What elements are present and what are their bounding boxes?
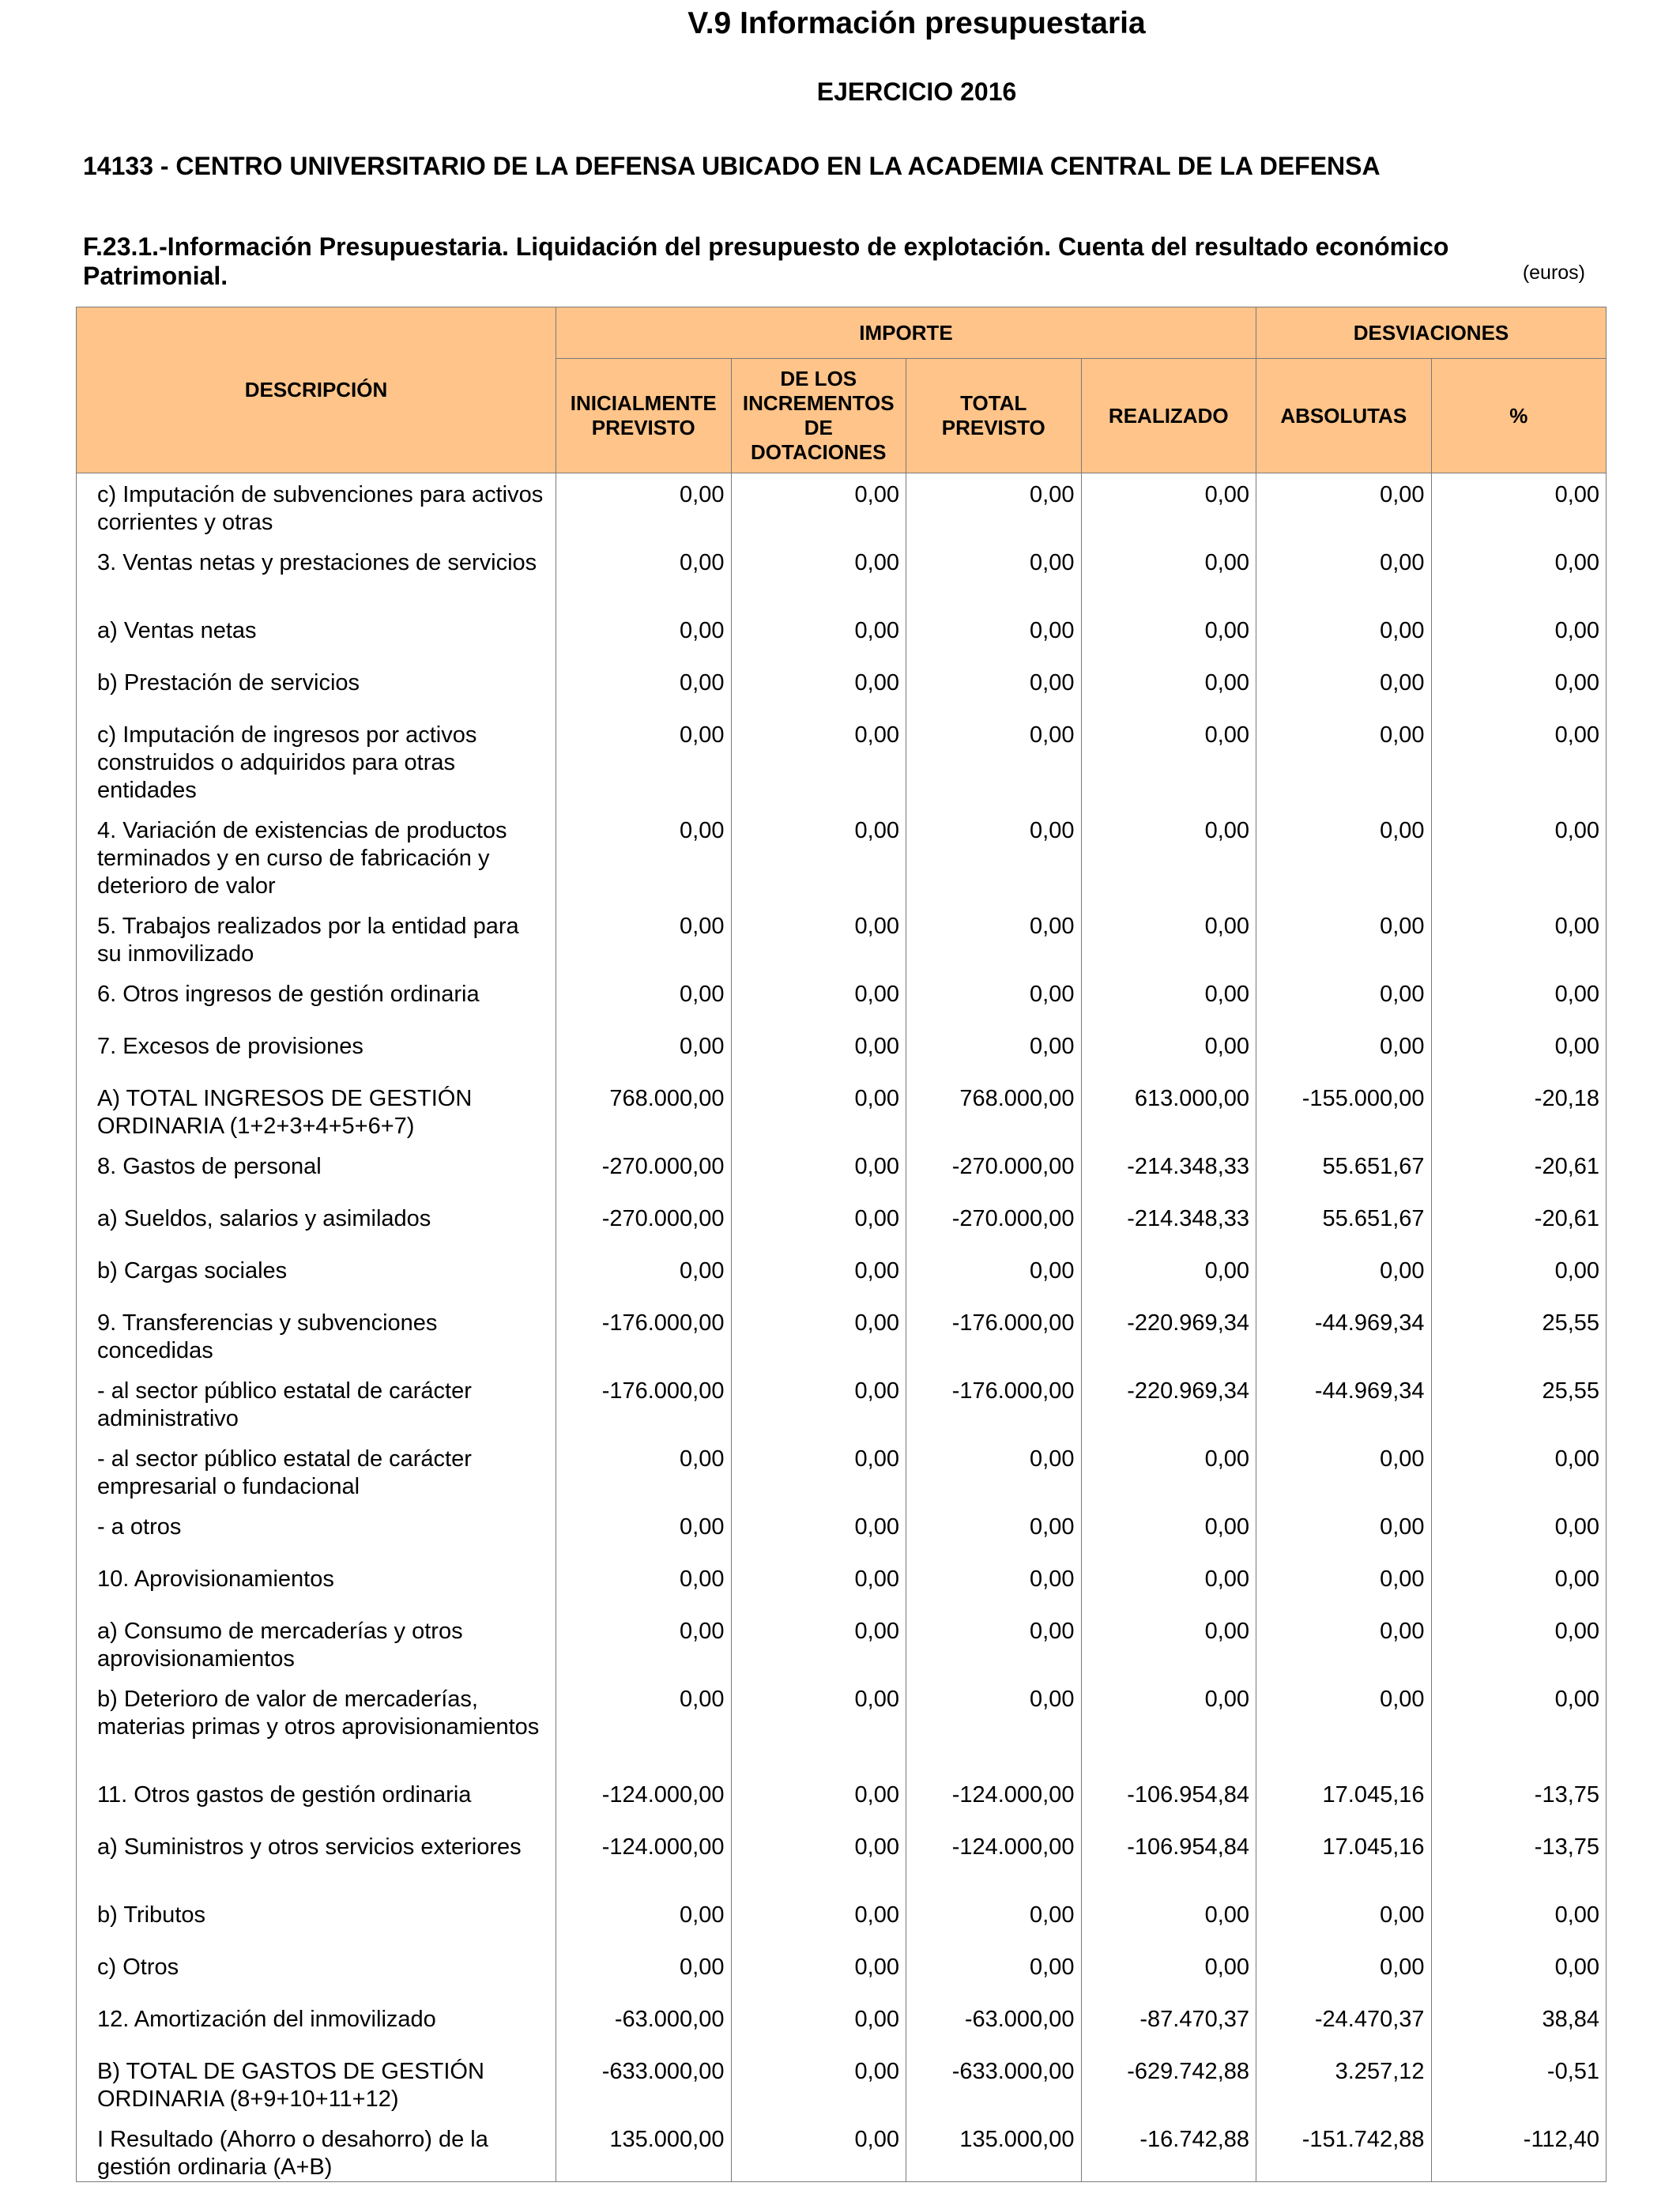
table-row	[77, 1025, 1607, 1077]
table-row	[77, 1678, 1607, 1774]
header-realizado: REALIZADO	[1081, 359, 1256, 473]
table-row	[77, 1302, 1607, 1370]
table-row	[77, 1946, 1607, 1998]
header-incrementos-dotaciones: DE LOS INCREMENTOS DE DOTACIONES	[731, 359, 906, 473]
row-value: -87.470,37	[1081, 1998, 1256, 2050]
row-value: 0,00	[906, 1558, 1082, 1610]
row-value: 0,00	[1081, 1438, 1256, 1506]
row-value: 0,00	[731, 541, 906, 609]
row-description: a) Suministros y otros servicios exteriores	[77, 1826, 556, 1894]
row-value: 0,00	[1256, 1250, 1432, 1302]
row-description: a) Sueldos, salarios y asimilados	[77, 1197, 556, 1250]
row-value: -220.969,34	[1081, 1370, 1256, 1438]
row-value: 0,00	[556, 973, 732, 1025]
row-value: 0,00	[1431, 1894, 1607, 1946]
row-value: 0,00	[731, 2050, 906, 2118]
row-description: - al sector público estatal de carácter administrativo	[77, 1370, 556, 1438]
table-row	[77, 1370, 1607, 1438]
row-value: 0,00	[1081, 1894, 1256, 1946]
row-value: 0,00	[1431, 1946, 1607, 1998]
row-value: 0,00	[731, 473, 906, 541]
row-value: 613.000,00	[1081, 1077, 1256, 1145]
table-row	[77, 1250, 1607, 1302]
row-value: 0,00	[906, 1025, 1082, 1077]
row-value: 0,00	[1256, 973, 1432, 1025]
row-value: 0,00	[1431, 1610, 1607, 1678]
row-value: 0,00	[906, 1678, 1082, 1774]
row-value: 0,00	[556, 1678, 732, 1774]
table-row	[77, 905, 1607, 973]
row-value: -112,40	[1431, 2118, 1607, 2182]
table-row	[77, 1894, 1607, 1946]
row-value: 0,00	[1431, 1438, 1607, 1506]
row-value: 0,00	[1431, 905, 1607, 973]
row-value: 55.651,67	[1256, 1197, 1432, 1250]
table-row	[77, 1610, 1607, 1678]
row-description: 11. Otros gastos de gestión ordinaria	[77, 1774, 556, 1826]
table-row	[77, 1826, 1607, 1894]
header-importe: IMPORTE	[556, 307, 1256, 359]
row-description: c) Imputación de subvenciones para activos corrientes y otras	[77, 473, 556, 541]
row-value: 0,00	[731, 1998, 906, 2050]
row-value: 0,00	[1256, 1025, 1432, 1077]
table-row	[77, 2050, 1607, 2118]
row-value: -44.969,34	[1256, 1370, 1432, 1438]
row-value: 0,00	[1431, 541, 1607, 609]
row-value: 0,00	[731, 1145, 906, 1197]
row-value: 0,00	[731, 662, 906, 714]
row-value: -214.348,33	[1081, 1145, 1256, 1197]
row-value: -20,61	[1431, 1197, 1607, 1250]
table-row	[77, 973, 1607, 1025]
row-value: 0,00	[556, 609, 732, 662]
row-value: -63.000,00	[906, 1998, 1082, 2050]
row-value: 0,00	[1081, 541, 1256, 609]
row-value: 0,00	[556, 1250, 732, 1302]
row-value: 0,00	[1431, 1025, 1607, 1077]
row-value: -629.742,88	[1081, 2050, 1256, 2118]
row-value: 0,00	[906, 1894, 1082, 1946]
row-value: 0,00	[1081, 973, 1256, 1025]
row-value: -124.000,00	[556, 1826, 732, 1894]
row-value: -124.000,00	[556, 1774, 732, 1826]
row-value: 0,00	[556, 1025, 732, 1077]
row-value: 0,00	[731, 1250, 906, 1302]
row-value: 0,00	[1256, 609, 1432, 662]
table-row	[77, 1506, 1607, 1558]
row-value: 0,00	[1431, 1250, 1607, 1302]
row-value: 0,00	[556, 1946, 732, 1998]
table-row	[77, 473, 1607, 541]
table-row	[77, 714, 1607, 809]
row-value: -220.969,34	[1081, 1302, 1256, 1370]
row-value: 0,00	[731, 1678, 906, 1774]
row-description: c) Imputación de ingresos por activos construidos o adquiridos para otras entidades	[77, 714, 556, 809]
row-value: 0,00	[1256, 1558, 1432, 1610]
row-value: -16.742,88	[1081, 2118, 1256, 2182]
row-value: 0,00	[1431, 973, 1607, 1025]
row-value: 0,00	[1081, 1506, 1256, 1558]
row-value: 135.000,00	[906, 2118, 1082, 2182]
row-value: 0,00	[1256, 1894, 1432, 1946]
row-description: 7. Excesos de provisiones	[77, 1025, 556, 1077]
row-description: c) Otros	[77, 1946, 556, 1998]
entity-name: 14133 - CENTRO UNIVERSITARIO DE LA DEFENSA UBICADO EN LA ACADEMIA CENTRAL DE LA DEFENSA	[83, 152, 1381, 180]
row-description: 8. Gastos de personal	[77, 1145, 556, 1197]
row-value: 0,00	[731, 1025, 906, 1077]
row-value: -176.000,00	[906, 1302, 1082, 1370]
row-description: 3. Ventas netas y prestaciones de servicios	[77, 541, 556, 609]
row-value: -0,51	[1431, 2050, 1607, 2118]
row-value: 0,00	[731, 1558, 906, 1610]
row-description: B) TOTAL DE GASTOS DE GESTIÓN ORDINARIA (8+9+10+11+12)	[77, 2050, 556, 2118]
row-value: 3.257,12	[1256, 2050, 1432, 2118]
row-value: -151.742,88	[1256, 2118, 1432, 2182]
row-value: 0,00	[906, 714, 1082, 809]
row-description: 6. Otros ingresos de gestión ordinaria	[77, 973, 556, 1025]
row-value: 0,00	[1256, 473, 1432, 541]
row-value: -633.000,00	[556, 2050, 732, 2118]
row-value: 0,00	[556, 714, 732, 809]
row-value: 0,00	[1081, 1610, 1256, 1678]
header-inicialmente-previsto: INICIALMENTE PREVISTO	[556, 359, 732, 473]
row-value: 0,00	[556, 1506, 732, 1558]
row-value: 0,00	[906, 609, 1082, 662]
row-value: 0,00	[1431, 714, 1607, 809]
row-value: 0,00	[1256, 1610, 1432, 1678]
row-value: 0,00	[1431, 809, 1607, 905]
row-value: -44.969,34	[1256, 1302, 1432, 1370]
row-value: 25,55	[1431, 1370, 1607, 1438]
row-value: 0,00	[731, 1438, 906, 1506]
row-value: -270.000,00	[906, 1197, 1082, 1250]
row-value: 55.651,67	[1256, 1145, 1432, 1197]
row-value: 0,00	[906, 1610, 1082, 1678]
row-value: 0,00	[1256, 541, 1432, 609]
row-value: 0,00	[1431, 473, 1607, 541]
row-value: 25,55	[1431, 1302, 1607, 1370]
row-value: -124.000,00	[906, 1826, 1082, 1894]
header-total-previsto: TOTAL PREVISTO	[906, 359, 1082, 473]
row-description: 4. Variación de existencias de productos terminados y en curso de fabricación y deterioro de valor	[77, 809, 556, 905]
row-value: 0,00	[556, 662, 732, 714]
row-description: b) Prestación de servicios	[77, 662, 556, 714]
row-value: -24.470,37	[1256, 1998, 1432, 2050]
row-value: 0,00	[1431, 1558, 1607, 1610]
budget-table	[76, 307, 1607, 2182]
row-value: 0,00	[731, 973, 906, 1025]
row-value: 768.000,00	[556, 1077, 732, 1145]
row-value: 0,00	[1256, 1946, 1432, 1998]
row-value: 17.045,16	[1256, 1826, 1432, 1894]
table-row	[77, 541, 1607, 609]
row-value: 0,00	[1431, 609, 1607, 662]
row-value: 0,00	[1081, 809, 1256, 905]
row-value: 0,00	[1081, 714, 1256, 809]
row-value: 0,00	[1256, 1678, 1432, 1774]
row-value: -176.000,00	[556, 1370, 732, 1438]
row-value: -176.000,00	[556, 1302, 732, 1370]
table-row	[77, 662, 1607, 714]
row-value: 0,00	[731, 1826, 906, 1894]
row-value: 0,00	[731, 1894, 906, 1946]
row-value: 0,00	[1256, 1506, 1432, 1558]
row-value: 0,00	[556, 1610, 732, 1678]
units-label: (euros)	[1522, 262, 1585, 284]
header-desviaciones: DESVIACIONES	[1256, 307, 1607, 359]
table-row	[77, 1197, 1607, 1250]
row-value: 0,00	[906, 1946, 1082, 1998]
row-value: 0,00	[731, 1506, 906, 1558]
row-value: 0,00	[906, 662, 1082, 714]
row-description: A) TOTAL INGRESOS DE GESTIÓN ORDINARIA (1+2+3+4+5+6+7)	[77, 1077, 556, 1145]
row-description: I Resultado (Ahorro o desahorro) de la gestión ordinaria (A+B)	[77, 2118, 556, 2182]
row-value: 0,00	[731, 714, 906, 809]
row-description: 12. Amortización del inmovilizado	[77, 1998, 556, 2050]
row-description: b) Tributos	[77, 1894, 556, 1946]
row-value: -270.000,00	[556, 1145, 732, 1197]
row-value: 768.000,00	[906, 1077, 1082, 1145]
row-value: 0,00	[906, 1250, 1082, 1302]
table-row	[77, 809, 1607, 905]
row-description: 9. Transferencias y subvenciones concedidas	[77, 1302, 556, 1370]
row-value: 0,00	[1256, 905, 1432, 973]
row-value: 17.045,16	[1256, 1774, 1432, 1826]
table-row	[77, 2118, 1607, 2182]
report-title: F.23.1.-Información Presupuestaria. Liquidación del presupuesto de explotación. Cuenta del resultado económico Patrimonial.	[83, 232, 1449, 290]
row-value: 0,00	[906, 905, 1082, 973]
row-value: 0,00	[906, 473, 1082, 541]
row-value: -13,75	[1431, 1826, 1607, 1894]
row-value: -214.348,33	[1081, 1197, 1256, 1250]
row-value: 0,00	[1431, 662, 1607, 714]
row-description: 10. Aprovisionamientos	[77, 1558, 556, 1610]
row-value: 0,00	[1081, 1025, 1256, 1077]
table-row	[77, 1558, 1607, 1610]
row-value: 0,00	[556, 809, 732, 905]
row-value: 0,00	[1256, 714, 1432, 809]
table-row	[77, 1438, 1607, 1506]
row-value: -106.954,84	[1081, 1826, 1256, 1894]
row-value: 0,00	[1256, 1438, 1432, 1506]
row-value: 0,00	[556, 1558, 732, 1610]
row-value: 0,00	[1431, 1678, 1607, 1774]
row-value: 0,00	[906, 541, 1082, 609]
row-value: 0,00	[556, 905, 732, 973]
row-value: -13,75	[1431, 1774, 1607, 1826]
page-title: V.9 Información presupuestaria	[687, 6, 1146, 40]
row-value: 0,00	[556, 541, 732, 609]
row-description: - al sector público estatal de carácter empresarial o fundacional	[77, 1438, 556, 1506]
row-description: b) Deterioro de valor de mercaderías, materias primas y otros aprovisionamientos	[77, 1678, 556, 1774]
header-percent: %	[1431, 359, 1607, 473]
header-description: DESCRIPCIÓN	[77, 307, 556, 473]
row-value: 0,00	[1081, 1678, 1256, 1774]
row-value: 0,00	[1081, 662, 1256, 714]
row-value: -20,18	[1431, 1077, 1607, 1145]
row-value: 0,00	[731, 905, 906, 973]
row-value: -633.000,00	[906, 2050, 1082, 2118]
row-value: 38,84	[1431, 1998, 1607, 2050]
row-value: 135.000,00	[556, 2118, 732, 2182]
row-value: 0,00	[1081, 1250, 1256, 1302]
row-description: a) Ventas netas	[77, 609, 556, 662]
row-value: 0,00	[1256, 662, 1432, 714]
table-row	[77, 1774, 1607, 1826]
table-row	[77, 1145, 1607, 1197]
row-value: -270.000,00	[556, 1197, 732, 1250]
row-description: 5. Trabajos realizados por la entidad para su inmovilizado	[77, 905, 556, 973]
row-value: 0,00	[731, 1774, 906, 1826]
row-value: 0,00	[556, 473, 732, 541]
row-description: b) Cargas sociales	[77, 1250, 556, 1302]
row-value: 0,00	[1081, 1558, 1256, 1610]
row-value: 0,00	[556, 1438, 732, 1506]
row-value: -124.000,00	[906, 1774, 1082, 1826]
row-value: 0,00	[731, 1302, 906, 1370]
row-value: 0,00	[731, 2118, 906, 2182]
row-description: a) Consumo de mercaderías y otros aprovisionamientos	[77, 1610, 556, 1678]
row-value: 0,00	[1256, 809, 1432, 905]
exercise-year: EJERCICIO 2016	[816, 77, 1017, 106]
row-value: 0,00	[1081, 473, 1256, 541]
row-value: 0,00	[731, 809, 906, 905]
row-value: 0,00	[1431, 1506, 1607, 1558]
row-value: 0,00	[906, 1438, 1082, 1506]
row-value: -270.000,00	[906, 1145, 1082, 1197]
row-value: -20,61	[1431, 1145, 1607, 1197]
table-row	[77, 609, 1607, 662]
table-row	[77, 1998, 1607, 2050]
row-value: 0,00	[1081, 905, 1256, 973]
row-value: 0,00	[731, 1370, 906, 1438]
row-value: 0,00	[906, 973, 1082, 1025]
row-value: -155.000,00	[1256, 1077, 1432, 1145]
row-value: -106.954,84	[1081, 1774, 1256, 1826]
row-value: 0,00	[1081, 609, 1256, 662]
row-description: - a otros	[77, 1506, 556, 1558]
row-value: 0,00	[1081, 1946, 1256, 1998]
header-absolutas: ABSOLUTAS	[1256, 359, 1432, 473]
row-value: 0,00	[731, 1610, 906, 1678]
row-value: 0,00	[731, 1077, 906, 1145]
row-value: 0,00	[556, 1894, 732, 1946]
row-value: 0,00	[906, 809, 1082, 905]
row-value: 0,00	[731, 609, 906, 662]
row-value: 0,00	[906, 1506, 1082, 1558]
table-row	[77, 1077, 1607, 1145]
row-value: -63.000,00	[556, 1998, 732, 2050]
row-value: 0,00	[731, 1197, 906, 1250]
row-value: -176.000,00	[906, 1370, 1082, 1438]
row-value: 0,00	[731, 1946, 906, 1998]
